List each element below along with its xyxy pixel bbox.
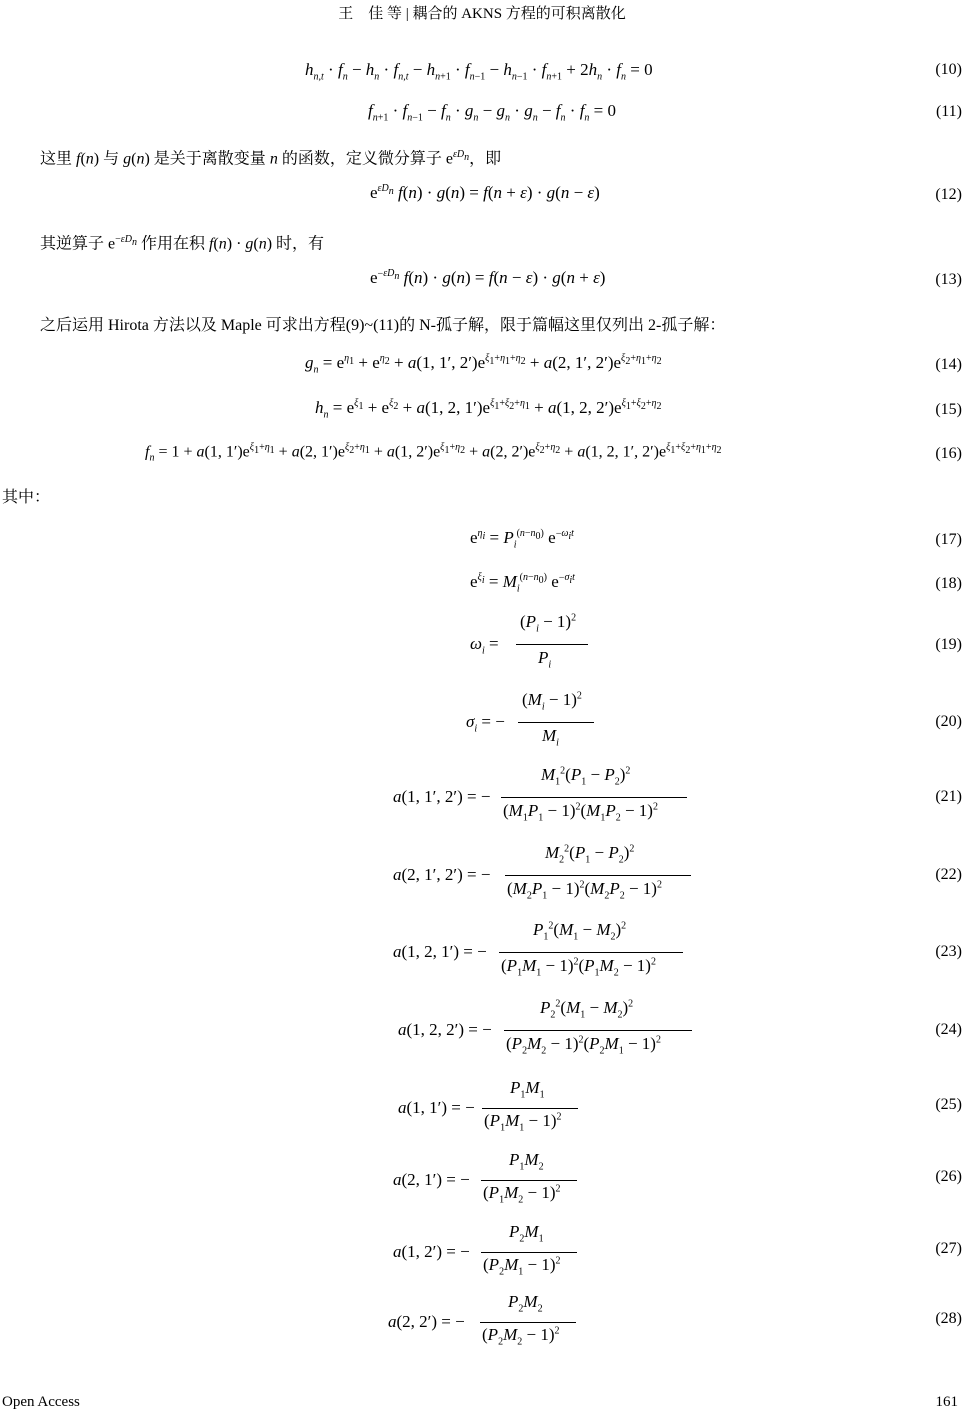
equation-number: (16) bbox=[935, 445, 962, 462]
equation-10: $h_{n,t} \cdot f_n - h_n \cdot f_{n,t} - h_{n+1} \cdot f_{n-1} - h_{n-1} \cdot f_{n+1} + 2h_n \cdot f_n = 0$ bbox=[305, 60, 653, 83]
footer-open-access: Open Access bbox=[2, 1394, 80, 1410]
running-header: 王 佳 等 | 耦合的 AKNS 方程的可积离散化 bbox=[338, 6, 626, 22]
equation-number: (10) bbox=[935, 61, 962, 78]
page-number: 161 bbox=[935, 1394, 958, 1410]
paragraph: 这里 f(n) 与 g(n) 是关于离散变量 n 的函数，定义微分算子 $e^{\varepsilon D_n}$，即 bbox=[40, 149, 502, 168]
equation-25: a(1, 1′) = − $P_1M_1$ $(P_1M_1 - 1)^2$ bbox=[398, 1078, 598, 1138]
equation-number: (25) bbox=[935, 1096, 962, 1113]
equation-21: a(1, 1′, 2′) = − $M_1^2(P_1 - P_2)^2$ $(M_1P_1 - 1)^2(M_1P_2 - 1)^2$ bbox=[393, 765, 693, 827]
equation-number: (15) bbox=[935, 401, 962, 418]
equation-number: (17) bbox=[935, 531, 962, 548]
equation-22: a(2, 1′, 2′) = − $M_2^2(P_1 - P_2)^2$ $(M_2P_1 - 1)^2(M_2P_2 - 1)^2$ bbox=[393, 843, 693, 905]
equation-number: (23) bbox=[935, 943, 962, 960]
equation-16: $f_n = 1 + a(1$, $1')e^{\xi_1+\eta_1} + a(2$, $1')e^{\xi_2+\eta_1} + a(1$, $2')e^{\xi_1+\eta_2} + a(2$, $2')e^{\xi_2+\eta_2} + a(1$, 2, 1′, $2')e^{\xi_1+\xi_2+\eta_1+\eta_2}$ bbox=[145, 442, 722, 464]
equation-number: (26) bbox=[935, 1168, 962, 1185]
paragraph: 其中： bbox=[2, 489, 51, 506]
equation-24: a(1, 2, 2′) = − $P_2^2(M_1 - M_2)^2$ $(P_2M_2 - 1)^2(P_2M_1 - 1)^2$ bbox=[398, 998, 698, 1060]
equation-number: (11) bbox=[935, 103, 962, 120]
equation-number: (27) bbox=[935, 1240, 962, 1257]
paragraph: 之后运用 Hirota 方法以及 Maple 可求出方程(9)~(11)的 N-孤子解，限于篇幅这里仅列出 2-孤子解： bbox=[40, 317, 726, 334]
equation-number: (12) bbox=[935, 186, 962, 203]
equation-number: (18) bbox=[935, 575, 962, 592]
equation-17: $e^{\eta_i} = P_i^{(n-n_0)}$ $e^{-\omega_it}$ bbox=[470, 528, 574, 551]
equation-11: $f_{n+1} \cdot f_{n-1} - f_n \cdot g_n - g_n \cdot g_n - f_n \cdot f_n = 0$ bbox=[368, 101, 617, 124]
equation-12: $e^{\varepsilon D_n}$ f(n) · g(n) = f(n + ε) · g(n − ε) bbox=[370, 183, 600, 202]
equation-number: (20) bbox=[935, 713, 962, 730]
equation-19: $\omega_i$ = $(P_i - 1)^2$ $P_i$ bbox=[470, 612, 600, 672]
equation-number: (22) bbox=[935, 866, 962, 883]
equation-13: $e^{-\varepsilon D_n}$ f(n) · g(n) = f(n − ε) · g(n + ε) bbox=[370, 268, 606, 287]
equation-number: (13) bbox=[935, 271, 962, 288]
paragraph: 其逆算子 $e^{-\varepsilon D_n}$ 作用在积 f(n) · g(n) 时，有 bbox=[40, 234, 325, 253]
equation-18: $e^{\xi_i} = M_i^{(n-n_0)}$ $e^{-\sigma_it}$ bbox=[470, 572, 575, 595]
equation-number: (21) bbox=[935, 788, 962, 805]
equation-15: $h_n = e^{\xi_1} + e^{\xi_2} + a(1$, 2, $1')e^{\xi_1+\xi_2+\eta_1} + a(1$, 2, $2')e^{\xi_1+\xi_2+\eta_2}$ bbox=[315, 398, 662, 421]
equation-14: $g_n = e^{\eta_1} + e^{\eta_2} + a(1$, 1′, $2')e^{\xi_1+\eta_1+\eta_2} + a(2$, 1′, $2')e^{\xi_2+\eta_1+\eta_2}$ bbox=[305, 353, 662, 376]
equation-number: (28) bbox=[935, 1310, 962, 1327]
equation-number: (19) bbox=[935, 636, 962, 653]
equation-27: a(1, 2′) = − $P_2M_1$ $(P_2M_1 - 1)^2$ bbox=[393, 1222, 593, 1282]
equation-20: $\sigma_i$ = − $(M_i - 1)^2$ $M_i$ bbox=[466, 690, 606, 750]
equation-number: (24) bbox=[935, 1021, 962, 1038]
equation-26: a(2, 1′) = − $P_1M_2$ $(P_1M_2 - 1)^2$ bbox=[393, 1150, 593, 1210]
equation-23: a(1, 2, 1′) = − $P_1^2(M_1 - M_2)^2$ $(P_1M_1 - 1)^2(P_1M_2 - 1)^2$ bbox=[393, 920, 693, 982]
equation-28: a(2, 2′) = − $P_2M_2$ $(P_2M_2 - 1)^2$ bbox=[388, 1292, 588, 1352]
equation-number: (14) bbox=[935, 356, 962, 373]
